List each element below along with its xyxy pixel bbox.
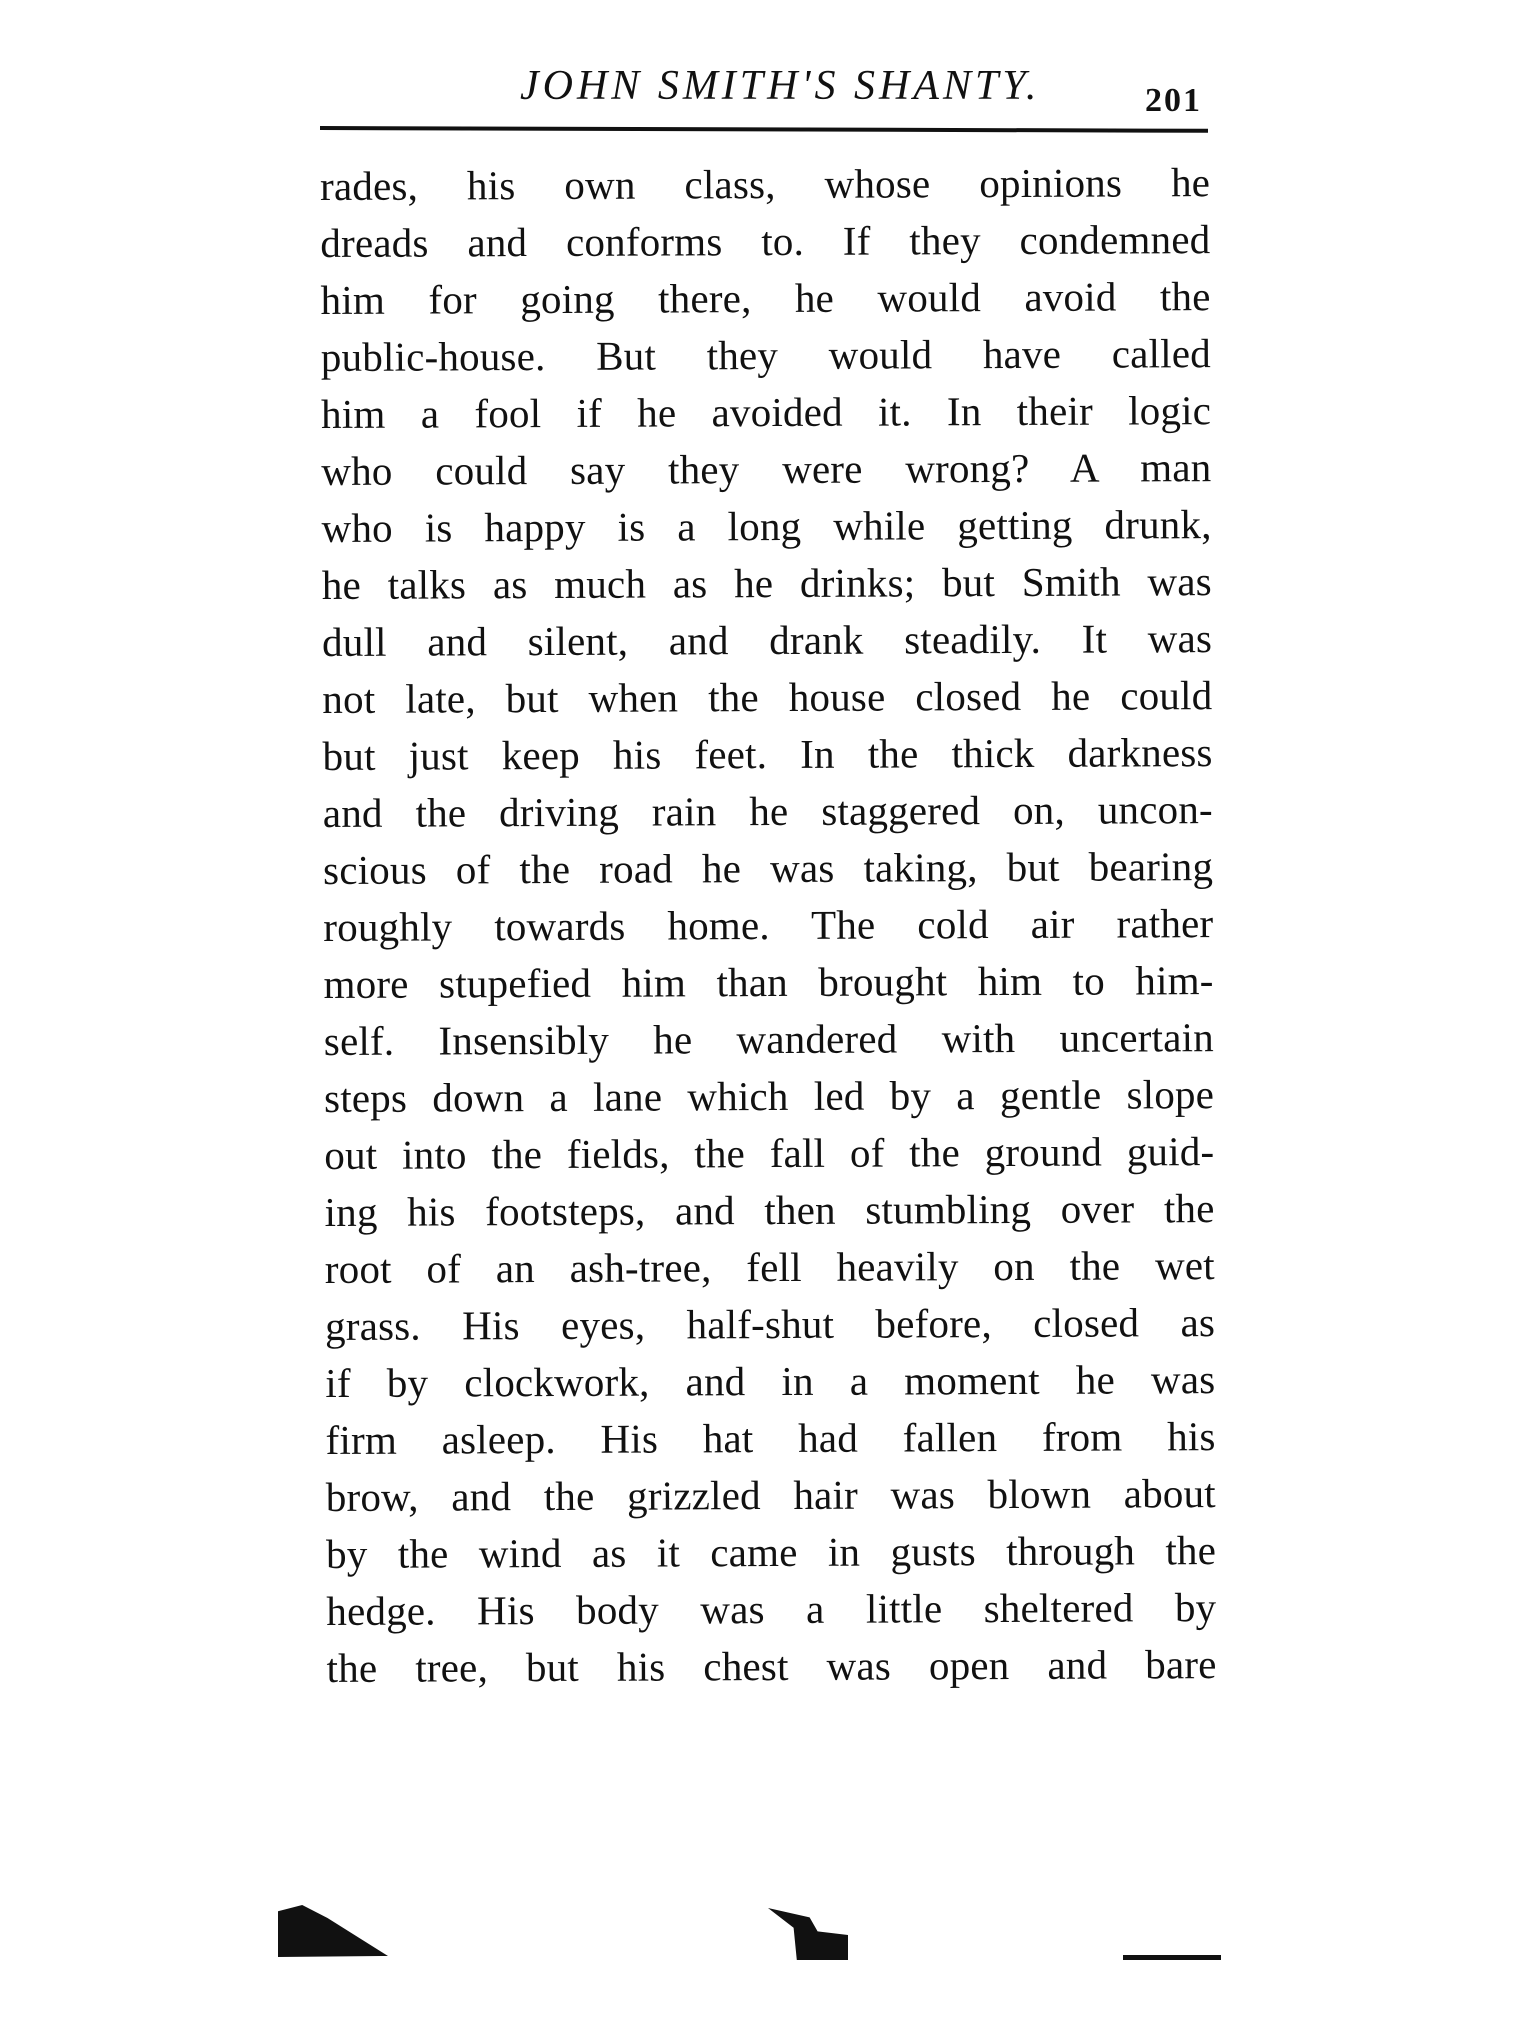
scan-artifact-center [768,1908,848,1960]
running-head [0,62,1516,122]
text-line: self. Insensibly he wandered with uncertain [323,1014,1214,1064]
text-line: not late, but when the house closed he could [322,672,1213,722]
body-text [320,154,1217,1697]
text-line: he talks as much as he drinks; but Smith was [321,558,1212,608]
text-line: public-house. But they would have called [320,330,1211,380]
text-line: dull and silent, and drank steadily. It was [322,615,1213,665]
text-line: hedge. His body was a little sheltered by [326,1584,1217,1634]
running-title: JOHN SMITH'S SHANTY. [520,63,1041,109]
text-line: him for going there, he would avoid the [320,273,1211,323]
text-line: ing his footsteps, and then stumbling over the [324,1185,1215,1235]
header-rule [320,126,1208,133]
text-line: but just keep his feet. In the thick darkness [322,729,1213,779]
text-line: by the wind as it came in gusts through the [325,1527,1217,1577]
text-line: if by clockwork, and in a moment he was [325,1356,1216,1406]
text-line: him a fool if he avoided it. In their logic [321,387,1212,437]
text-line: roughly towards home. The cold air rather [323,900,1214,950]
text-line: who could say they were wrong? A man [321,444,1212,494]
text-line: and the driving rain he staggered on, uncon- [322,786,1213,836]
text-line: more stupefied him than brought him to him- [323,957,1214,1007]
text-line: who is happy is a long while getting drunk, [321,501,1212,551]
text-line: firm asleep. His hat had fallen from his [325,1413,1216,1463]
text-line: dreads and conforms to. If they condemned [320,216,1211,266]
text-line: the tree, but his chest was open and bare [326,1641,1217,1691]
text-line: steps down a lane which led by a gentle slope [324,1071,1215,1121]
text-line: root of an ash-tree, fell heavily on the wet [324,1242,1215,1292]
scan-artifact-left [278,1905,388,1957]
text-line: scious of the road he was taking, but bearing [323,843,1214,893]
scan-artifact-right [1123,1955,1221,1960]
text-line: brow, and the grizzled hair was blown about [325,1470,1216,1520]
text-line: grass. His eyes, half-shut before, closed as [324,1299,1216,1349]
text-line: out into the fields, the fall of the ground guid- [324,1128,1215,1178]
page-number: 201 [1145,82,1202,119]
text-line: rades, his own class, whose opinions he [320,159,1211,209]
